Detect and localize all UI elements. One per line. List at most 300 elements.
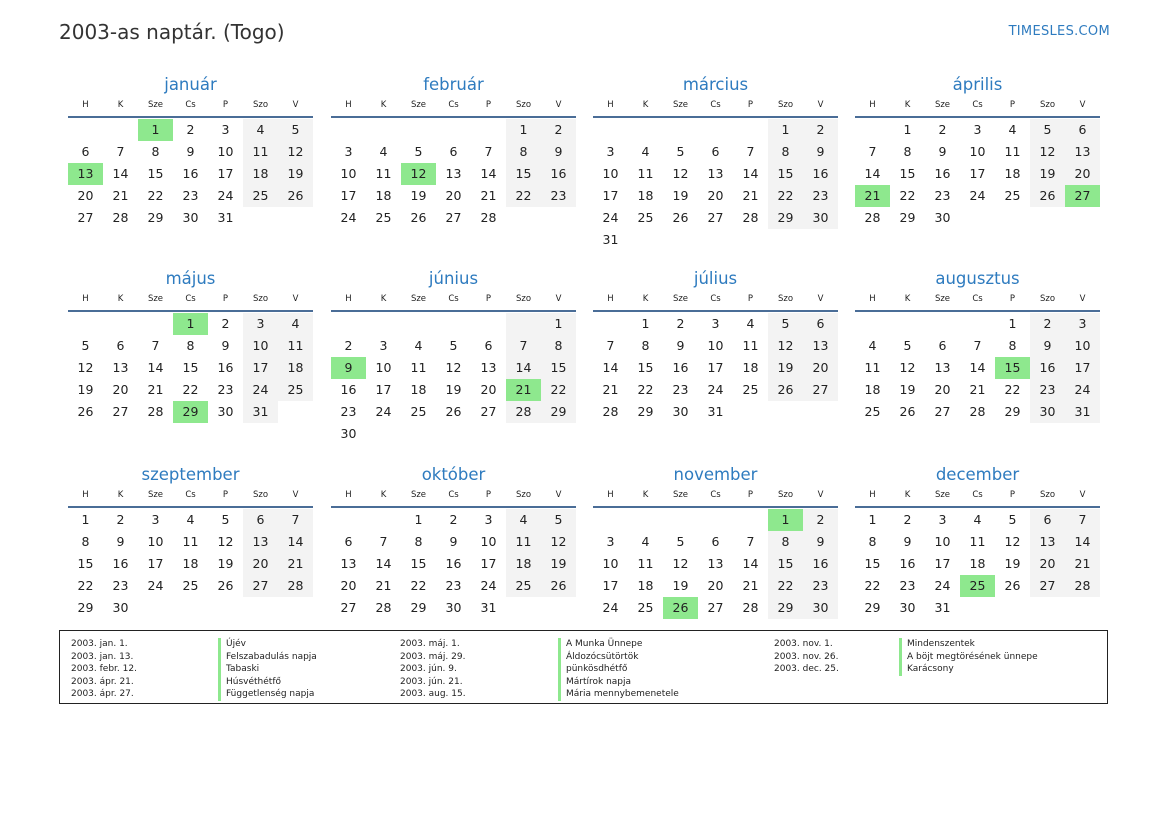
day-cell[interactable]: 22 — [864, 578, 881, 593]
day-cell[interactable]: 10 — [480, 534, 497, 549]
day-cell[interactable]: 6 — [116, 338, 125, 353]
day-cell[interactable]: 10 — [147, 534, 164, 549]
day-cell[interactable]: 11 — [506, 531, 541, 553]
day-cell[interactable]: 22 — [410, 578, 427, 593]
day-cell[interactable]: 20 — [707, 578, 724, 593]
day-cell[interactable]: 22 — [899, 188, 916, 203]
day-cell[interactable]: 20 — [707, 188, 724, 203]
day-cell[interactable]: 9 — [1030, 335, 1065, 357]
day-cell[interactable]: 31 — [1065, 401, 1100, 423]
day-cell[interactable]: 11 — [637, 556, 654, 571]
day-cell[interactable]: 19 — [217, 556, 234, 571]
day-cell[interactable]: 21 — [742, 578, 759, 593]
day-cell[interactable]: 28 — [480, 210, 497, 225]
day-cell[interactable]: 2 — [1030, 313, 1065, 335]
day-cell[interactable]: 15 — [182, 360, 199, 375]
day-cell[interactable]: 28 — [864, 210, 881, 225]
day-cell[interactable]: 22 — [541, 379, 576, 401]
day-cell[interactable]: 30 — [1030, 401, 1065, 423]
day-cell[interactable]: 1 — [641, 316, 650, 331]
day-cell[interactable]: 7 — [116, 144, 125, 159]
day-cell[interactable]: 3 — [484, 512, 493, 527]
day-cell[interactable]: 4 — [973, 512, 982, 527]
day-cell[interactable]: 29 — [899, 210, 916, 225]
day-cell[interactable]: 27 — [445, 210, 462, 225]
day-cell[interactable]: 27 — [77, 210, 94, 225]
day-cell[interactable]: 3 — [243, 313, 278, 335]
day-cell[interactable]: 7 — [746, 534, 755, 549]
day-cell[interactable]: 13 — [68, 163, 103, 185]
day-cell[interactable]: 18 — [969, 556, 986, 571]
day-cell[interactable]: 2 — [803, 119, 838, 141]
day-cell[interactable]: 25 — [506, 575, 541, 597]
day-cell[interactable]: 6 — [938, 338, 947, 353]
day-cell[interactable]: 2 — [449, 512, 458, 527]
day-cell[interactable]: 18 — [506, 553, 541, 575]
day-cell[interactable]: 17 — [340, 188, 357, 203]
day-cell[interactable]: 9 — [449, 534, 458, 549]
day-cell[interactable]: 1 — [868, 512, 877, 527]
day-cell[interactable]: 2 — [938, 122, 947, 137]
day-cell[interactable]: 30 — [340, 426, 357, 441]
day-cell[interactable]: 11 — [375, 166, 392, 181]
day-cell[interactable]: 9 — [676, 338, 685, 353]
day-cell[interactable]: 8 — [868, 534, 877, 549]
day-cell[interactable]: 17 — [375, 382, 392, 397]
day-cell[interactable]: 30 — [445, 600, 462, 615]
day-cell[interactable]: 24 — [602, 600, 619, 615]
day-cell[interactable]: 22 — [182, 382, 199, 397]
day-cell[interactable]: 5 — [414, 144, 423, 159]
day-cell[interactable]: 22 — [147, 188, 164, 203]
day-cell[interactable]: 2 — [221, 316, 230, 331]
day-cell[interactable]: 4 — [414, 338, 423, 353]
day-cell[interactable]: 3 — [973, 122, 982, 137]
day-cell[interactable]: 19 — [1030, 163, 1065, 185]
day-cell[interactable]: 6 — [711, 534, 720, 549]
day-cell[interactable]: 20 — [1030, 553, 1065, 575]
day-cell[interactable]: 19 — [77, 382, 94, 397]
day-cell[interactable]: 6 — [243, 509, 278, 531]
day-cell[interactable]: 10 — [243, 335, 278, 357]
day-cell[interactable]: 23 — [112, 578, 129, 593]
day-cell[interactable]: 5 — [1008, 512, 1017, 527]
day-cell[interactable]: 12 — [899, 360, 916, 375]
day-cell[interactable]: 11 — [182, 534, 199, 549]
day-cell[interactable]: 3 — [606, 144, 615, 159]
day-cell[interactable]: 26 — [445, 404, 462, 419]
day-cell[interactable]: 19 — [768, 357, 803, 379]
day-cell[interactable]: 26 — [278, 185, 313, 207]
day-cell[interactable]: 16 — [672, 360, 689, 375]
day-cell[interactable]: 15 — [864, 556, 881, 571]
day-cell[interactable]: 7 — [973, 338, 982, 353]
day-cell[interactable]: 25 — [1004, 188, 1021, 203]
day-cell[interactable]: 17 — [969, 166, 986, 181]
day-cell[interactable]: 12 — [278, 141, 313, 163]
day-cell[interactable]: 9 — [803, 141, 838, 163]
day-cell[interactable]: 19 — [899, 382, 916, 397]
day-cell[interactable]: 20 — [1065, 163, 1100, 185]
day-cell[interactable]: 22 — [768, 575, 803, 597]
day-cell[interactable]: 13 — [480, 360, 497, 375]
day-cell[interactable]: 5 — [541, 509, 576, 531]
day-cell[interactable]: 30 — [803, 597, 838, 619]
day-cell[interactable]: 17 — [602, 188, 619, 203]
day-cell[interactable]: 19 — [445, 382, 462, 397]
day-cell[interactable]: 13 — [112, 360, 129, 375]
day-cell[interactable]: 10 — [340, 166, 357, 181]
day-cell[interactable]: 11 — [742, 338, 759, 353]
day-cell[interactable]: 2 — [186, 122, 195, 137]
day-cell[interactable]: 17 — [934, 556, 951, 571]
day-cell[interactable]: 7 — [379, 534, 388, 549]
day-cell[interactable]: 15 — [637, 360, 654, 375]
day-cell[interactable]: 16 — [445, 556, 462, 571]
day-cell[interactable]: 28 — [112, 210, 129, 225]
day-cell[interactable]: 2 — [803, 509, 838, 531]
day-cell[interactable]: 31 — [707, 404, 724, 419]
day-cell[interactable]: 11 — [637, 166, 654, 181]
day-cell[interactable]: 8 — [903, 144, 912, 159]
day-cell[interactable]: 30 — [182, 210, 199, 225]
day-cell[interactable]: 1 — [81, 512, 90, 527]
day-cell[interactable]: 14 — [969, 360, 986, 375]
day-cell[interactable]: 25 — [182, 578, 199, 593]
day-cell[interactable]: 5 — [449, 338, 458, 353]
day-cell[interactable]: 8 — [768, 531, 803, 553]
day-cell[interactable]: 1 — [138, 119, 173, 141]
day-cell[interactable]: 23 — [672, 382, 689, 397]
day-cell[interactable]: 19 — [672, 188, 689, 203]
day-cell[interactable]: 30 — [803, 207, 838, 229]
day-cell[interactable]: 1 — [1008, 316, 1017, 331]
day-cell[interactable]: 29 — [410, 600, 427, 615]
day-cell[interactable]: 28 — [742, 600, 759, 615]
day-cell[interactable]: 10 — [602, 166, 619, 181]
day-cell[interactable]: 29 — [147, 210, 164, 225]
day-cell[interactable]: 3 — [344, 144, 353, 159]
day-cell[interactable]: 8 — [641, 338, 650, 353]
day-cell[interactable]: 14 — [1065, 531, 1100, 553]
day-cell[interactable]: 16 — [217, 360, 234, 375]
day-cell[interactable]: 14 — [375, 556, 392, 571]
day-cell[interactable]: 25 — [278, 379, 313, 401]
day-cell[interactable]: 4 — [278, 313, 313, 335]
day-cell[interactable]: 10 — [1065, 335, 1100, 357]
day-cell[interactable]: 31 — [480, 600, 497, 615]
day-cell[interactable]: 26 — [672, 210, 689, 225]
day-cell[interactable]: 29 — [77, 600, 94, 615]
day-cell[interactable]: 29 — [1004, 404, 1021, 419]
day-cell[interactable]: 9 — [221, 338, 230, 353]
day-cell[interactable]: 8 — [541, 335, 576, 357]
day-cell[interactable]: 12 — [1030, 141, 1065, 163]
day-cell[interactable]: 8 — [506, 141, 541, 163]
day-cell[interactable]: 10 — [707, 338, 724, 353]
day-cell[interactable]: 3 — [221, 122, 230, 137]
day-cell[interactable]: 28 — [969, 404, 986, 419]
day-cell[interactable]: 31 — [243, 401, 278, 423]
day-cell[interactable]: 18 — [864, 382, 881, 397]
day-cell[interactable]: 11 — [410, 360, 427, 375]
day-cell[interactable]: 28 — [278, 575, 313, 597]
day-cell[interactable]: 19 — [410, 188, 427, 203]
day-cell[interactable]: 21 — [1065, 553, 1100, 575]
day-cell[interactable]: 20 — [77, 188, 94, 203]
day-cell[interactable]: 5 — [676, 144, 685, 159]
day-cell[interactable]: 29 — [637, 404, 654, 419]
day-cell[interactable]: 5 — [768, 313, 803, 335]
day-cell[interactable]: 17 — [707, 360, 724, 375]
day-cell[interactable]: 17 — [243, 357, 278, 379]
day-cell[interactable]: 3 — [151, 512, 160, 527]
day-cell[interactable]: 3 — [379, 338, 388, 353]
day-cell[interactable]: 24 — [243, 379, 278, 401]
day-cell[interactable]: 9 — [331, 357, 366, 379]
day-cell[interactable]: 7 — [868, 144, 877, 159]
day-cell[interactable]: 9 — [186, 144, 195, 159]
day-cell[interactable]: 3 — [606, 534, 615, 549]
day-cell[interactable]: 25 — [375, 210, 392, 225]
day-cell[interactable]: 23 — [899, 578, 916, 593]
day-cell[interactable]: 15 — [147, 166, 164, 181]
day-cell[interactable]: 11 — [969, 534, 986, 549]
day-cell[interactable]: 10 — [217, 144, 234, 159]
day-cell[interactable]: 19 — [541, 553, 576, 575]
day-cell[interactable]: 30 — [899, 600, 916, 615]
day-cell[interactable]: 21 — [278, 553, 313, 575]
day-cell[interactable]: 28 — [742, 210, 759, 225]
day-cell[interactable]: 30 — [217, 404, 234, 419]
day-cell[interactable]: 2 — [344, 338, 353, 353]
day-cell[interactable]: 24 — [375, 404, 392, 419]
day-cell[interactable]: 7 — [506, 335, 541, 357]
day-cell[interactable]: 22 — [1004, 382, 1021, 397]
day-cell[interactable]: 6 — [81, 144, 90, 159]
day-cell[interactable]: 25 — [960, 575, 995, 597]
day-cell[interactable]: 29 — [864, 600, 881, 615]
day-cell[interactable]: 14 — [742, 556, 759, 571]
day-cell[interactable]: 5 — [81, 338, 90, 353]
day-cell[interactable]: 18 — [243, 163, 278, 185]
day-cell[interactable]: 21 — [506, 379, 541, 401]
day-cell[interactable]: 4 — [186, 512, 195, 527]
day-cell[interactable]: 14 — [506, 357, 541, 379]
day-cell[interactable]: 14 — [278, 531, 313, 553]
day-cell[interactable]: 29 — [768, 597, 803, 619]
day-cell[interactable]: 1 — [903, 122, 912, 137]
day-cell[interactable]: 25 — [864, 404, 881, 419]
day-cell[interactable]: 23 — [340, 404, 357, 419]
day-cell[interactable]: 29 — [541, 401, 576, 423]
day-cell[interactable]: 24 — [969, 188, 986, 203]
day-cell[interactable]: 14 — [147, 360, 164, 375]
day-cell[interactable]: 30 — [672, 404, 689, 419]
day-cell[interactable]: 4 — [506, 509, 541, 531]
day-cell[interactable]: 27 — [803, 379, 838, 401]
day-cell[interactable]: 22 — [77, 578, 94, 593]
day-cell[interactable]: 20 — [803, 357, 838, 379]
day-cell[interactable]: 28 — [147, 404, 164, 419]
day-cell[interactable]: 10 — [602, 556, 619, 571]
day-cell[interactable]: 25 — [742, 382, 759, 397]
day-cell[interactable]: 1 — [541, 313, 576, 335]
day-cell[interactable]: 6 — [1030, 509, 1065, 531]
day-cell[interactable]: 1 — [414, 512, 423, 527]
day-cell[interactable]: 18 — [410, 382, 427, 397]
day-cell[interactable]: 4 — [641, 144, 650, 159]
day-cell[interactable]: 20 — [480, 382, 497, 397]
day-cell[interactable]: 21 — [855, 185, 890, 207]
day-cell[interactable]: 7 — [484, 144, 493, 159]
day-cell[interactable]: 21 — [742, 188, 759, 203]
day-cell[interactable]: 26 — [217, 578, 234, 593]
day-cell[interactable]: 11 — [278, 335, 313, 357]
day-cell[interactable]: 30 — [934, 210, 951, 225]
day-cell[interactable]: 28 — [506, 401, 541, 423]
day-cell[interactable]: 15 — [768, 163, 803, 185]
day-cell[interactable]: 12 — [768, 335, 803, 357]
day-cell[interactable]: 8 — [81, 534, 90, 549]
day-cell[interactable]: 14 — [602, 360, 619, 375]
day-cell[interactable]: 12 — [77, 360, 94, 375]
day-cell[interactable]: 9 — [903, 534, 912, 549]
day-cell[interactable]: 13 — [445, 166, 462, 181]
day-cell[interactable]: 15 — [410, 556, 427, 571]
day-cell[interactable]: 6 — [711, 144, 720, 159]
day-cell[interactable]: 11 — [1004, 144, 1021, 159]
day-cell[interactable]: 16 — [182, 166, 199, 181]
day-cell[interactable]: 22 — [768, 185, 803, 207]
day-cell[interactable]: 21 — [147, 382, 164, 397]
day-cell[interactable]: 7 — [278, 509, 313, 531]
day-cell[interactable]: 8 — [414, 534, 423, 549]
day-cell[interactable]: 13 — [707, 556, 724, 571]
day-cell[interactable]: 6 — [803, 313, 838, 335]
day-cell[interactable]: 5 — [278, 119, 313, 141]
day-cell[interactable]: 12 — [672, 166, 689, 181]
day-cell[interactable]: 16 — [541, 163, 576, 185]
day-cell[interactable]: 4 — [243, 119, 278, 141]
day-cell[interactable]: 26 — [768, 379, 803, 401]
day-cell[interactable]: 13 — [1065, 141, 1100, 163]
day-cell[interactable]: 15 — [768, 553, 803, 575]
day-cell[interactable]: 16 — [340, 382, 357, 397]
day-cell[interactable]: 19 — [1004, 556, 1021, 571]
day-cell[interactable]: 17 — [1065, 357, 1100, 379]
day-cell[interactable]: 23 — [217, 382, 234, 397]
day-cell[interactable]: 20 — [445, 188, 462, 203]
day-cell[interactable]: 3 — [711, 316, 720, 331]
day-cell[interactable]: 23 — [445, 578, 462, 593]
day-cell[interactable]: 8 — [186, 338, 195, 353]
day-cell[interactable]: 27 — [243, 575, 278, 597]
day-cell[interactable]: 7 — [606, 338, 615, 353]
day-cell[interactable]: 16 — [934, 166, 951, 181]
day-cell[interactable]: 24 — [707, 382, 724, 397]
day-cell[interactable]: 25 — [243, 185, 278, 207]
day-cell[interactable]: 29 — [768, 207, 803, 229]
day-cell[interactable]: 8 — [1008, 338, 1017, 353]
day-cell[interactable]: 9 — [116, 534, 125, 549]
day-cell[interactable]: 26 — [1004, 578, 1021, 593]
day-cell[interactable]: 26 — [541, 575, 576, 597]
day-cell[interactable]: 24 — [602, 210, 619, 225]
day-cell[interactable]: 4 — [746, 316, 755, 331]
day-cell[interactable]: 16 — [803, 163, 838, 185]
day-cell[interactable]: 1 — [506, 119, 541, 141]
day-cell[interactable]: 15 — [506, 163, 541, 185]
day-cell[interactable]: 13 — [1030, 531, 1065, 553]
day-cell[interactable]: 20 — [112, 382, 129, 397]
day-cell[interactable]: 17 — [480, 556, 497, 571]
day-cell[interactable]: 4 — [868, 338, 877, 353]
day-cell[interactable]: 17 — [147, 556, 164, 571]
day-cell[interactable]: 21 — [112, 188, 129, 203]
day-cell[interactable]: 5 — [1030, 119, 1065, 141]
day-cell[interactable]: 20 — [340, 578, 357, 593]
day-cell[interactable]: 18 — [1004, 166, 1021, 181]
day-cell[interactable]: 19 — [278, 163, 313, 185]
day-cell[interactable]: 22 — [637, 382, 654, 397]
day-cell[interactable]: 24 — [480, 578, 497, 593]
day-cell[interactable]: 4 — [1008, 122, 1017, 137]
day-cell[interactable]: 11 — [243, 141, 278, 163]
day-cell[interactable]: 27 — [112, 404, 129, 419]
day-cell[interactable]: 31 — [602, 232, 619, 247]
day-cell[interactable]: 29 — [173, 401, 208, 423]
day-cell[interactable]: 14 — [480, 166, 497, 181]
day-cell[interactable]: 21 — [480, 188, 497, 203]
day-cell[interactable]: 31 — [217, 210, 234, 225]
day-cell[interactable]: 6 — [1065, 119, 1100, 141]
day-cell[interactable]: 23 — [934, 188, 951, 203]
day-cell[interactable]: 28 — [1065, 575, 1100, 597]
day-cell[interactable]: 23 — [1030, 379, 1065, 401]
day-cell[interactable]: 2 — [903, 512, 912, 527]
day-cell[interactable]: 27 — [934, 404, 951, 419]
day-cell[interactable]: 17 — [217, 166, 234, 181]
day-cell[interactable]: 21 — [969, 382, 986, 397]
day-cell[interactable]: 26 — [410, 210, 427, 225]
day-cell[interactable]: 21 — [375, 578, 392, 593]
day-cell[interactable]: 2 — [116, 512, 125, 527]
day-cell[interactable]: 15 — [77, 556, 94, 571]
day-cell[interactable]: 3 — [938, 512, 947, 527]
day-cell[interactable]: 13 — [340, 556, 357, 571]
day-cell[interactable]: 8 — [151, 144, 160, 159]
day-cell[interactable]: 13 — [934, 360, 951, 375]
day-cell[interactable]: 23 — [803, 185, 838, 207]
day-cell[interactable]: 24 — [1065, 379, 1100, 401]
day-cell[interactable]: 26 — [663, 597, 698, 619]
day-cell[interactable]: 10 — [934, 534, 951, 549]
day-cell[interactable]: 30 — [112, 600, 129, 615]
day-cell[interactable]: 16 — [112, 556, 129, 571]
day-cell[interactable]: 25 — [637, 210, 654, 225]
day-cell[interactable]: 18 — [742, 360, 759, 375]
day-cell[interactable]: 28 — [375, 600, 392, 615]
day-cell[interactable]: 7 — [1065, 509, 1100, 531]
day-cell[interactable]: 26 — [1030, 185, 1065, 207]
day-cell[interactable]: 15 — [541, 357, 576, 379]
day-cell[interactable]: 22 — [506, 185, 541, 207]
day-cell[interactable]: 12 — [541, 531, 576, 553]
day-cell[interactable]: 18 — [375, 188, 392, 203]
day-cell[interactable]: 23 — [803, 575, 838, 597]
day-cell[interactable]: 9 — [803, 531, 838, 553]
